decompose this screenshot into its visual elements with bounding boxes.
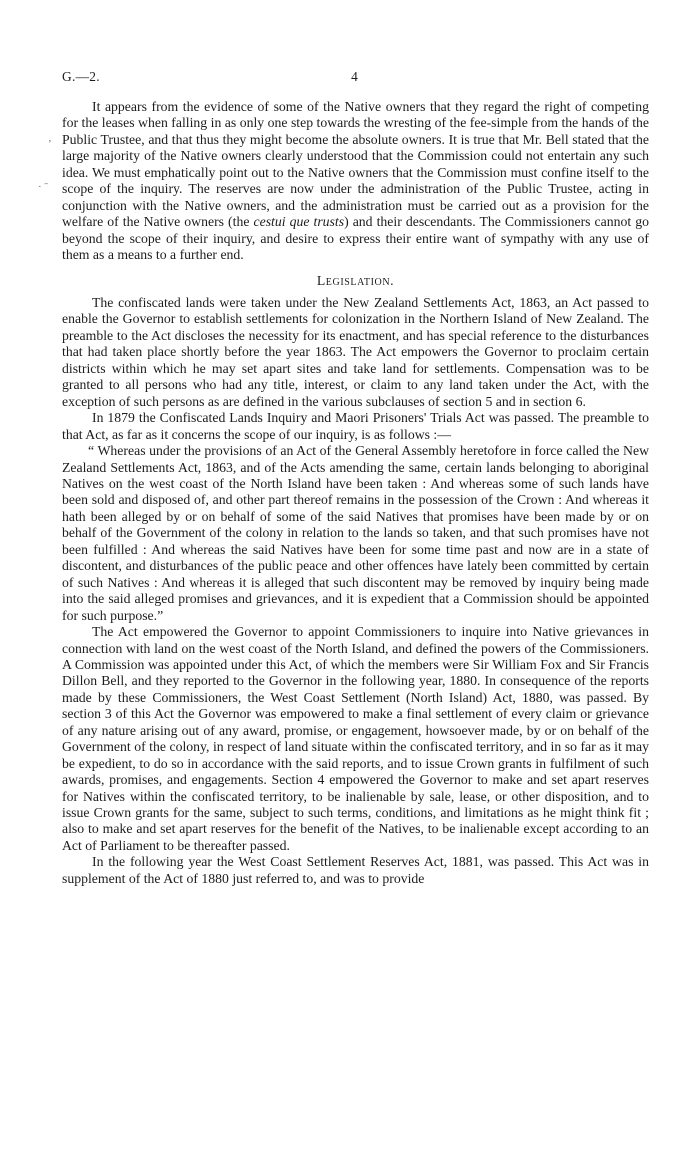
paragraph-text: ) and their descendants. The Commissioners cannot go beyond the scope of their inquiry, and desire to express their entire want of sympathy with any use of them as a means to a further end.	[62, 214, 649, 263]
running-header	[62, 69, 647, 87]
section-heading: Legislation.	[316, 272, 395, 288]
margin-mark: · ˉ	[38, 181, 49, 193]
paragraph-1881-act: In the following year the West Coast Settlement Reserves Act, 1881, was passed. This Act was in supplement of the Act of 1880 just referred to, and was to provide	[62, 854, 649, 886]
paragraph-1879-act: In 1879 the Confiscated Lands Inquiry and Maori Prisoners' Trials Act was passed. The preamble to that Act, as far as it concerns the scope of our inquiry, is as follows :—	[62, 410, 649, 442]
paragraph-confiscated-lands: The confiscated lands were taken under the New Zealand Settlements Act, 1863, an Act passed to enable the Governor to establish settlements for colonization in the Northern Island of New Zealand. The preamble to the Act discloses the necessity for its enactment, and has special reference to the disturbances that had taken place shortly before the year 1863. The Act empowers the Governor to proclaim certain districts within which he may set apart sites and take land for settlements. Compensation was to be granted to all persons who had any title, interest, or claim to any land taken under the Act, with the exception of such persons as are defined in the various subclauses of section 5 and in section 6.	[62, 294, 649, 409]
paragraph-preamble-quote: “ Whereas under the provisions of an Act of the General Assembly heretofore in force called the New Zealand Settlements Act, 1863, and of the Acts amending the same, certain lands belonging to aboriginal Natives on the west coast of the North Island have been taken : And whereas some of such lands have been sold and disposed of, and other part thereof remains in the possession of the Crown : And whereas it hath been alleged by or on behalf of some of the said Natives that promises have been made by or on behalf of the Government of the colony in relation to the lands so taken, and that such promises have not been fulfilled : And whereas the said Natives have been for some time past and now are in a state of discontent, and disturbances of the public peace and other offences have lately been committed by certain of such Natives : And whereas it is alleged that such discontent may be removed by inquiry being made into the said alleged promises and grievances, and it is expedient that a Commission should be appointed for such purpose.”	[62, 443, 649, 623]
page-number: 4	[351, 69, 358, 84]
margin-mark: ‚	[48, 132, 52, 144]
paragraph-text: It appears from the evidence of some of the Native owners that they regard the right of competing for the leases when falling in as only one step towards the wresting of the fee-simple from the hands of the Public Trustee, and that thus they might become the absolute owners. It is true that Mr. Bell stated that the large majority of the Native owners clearly understood that the Commission could not entertain any such idea. We must emphatically point out to the Native owners that the Commission must confine itself to the scope of the inquiry. The reserves are now under the administration of the Public Trustee, acting in conjunction with the Native owners, and the administration must be carried out as a provision for the welfare of the Native owners (the	[62, 99, 649, 230]
document-reference: G.—2.	[62, 69, 100, 84]
italic-term: cestui que trusts	[253, 214, 345, 230]
body-text	[62, 99, 649, 887]
paragraph-commissioners: The Act empowered the Governor to appoint Commissioners to inquire into Native grievances in connection with land on the west coast of the North Island, and defined the powers of the Commissioners. A Commission was appointed under this Act, of which the members were Sir William Fox and Sir Francis Dillon Bell, and they reported to the Governor in the following year, 1880. In consequence of the reports made by these Commissioners, the West Coast Settlement (North Island) Act, 1880, was passed. By section 3 of this Act the Governor was empowered to make a final settlement of every claim or grievance of any nature arising out of any award, promise, or engagement, howsoever made, by or on behalf of the Government of the colony, in respect of land situate within the confiscated territory, and in so far as it may be expedient, to do so in accordance with the said reports, and to issue Crown grants in fulfilment of such awards, promises, and engagements. Section 4 empowered the Governor to make and set apart reserves for Natives within the confiscated territory, to be inalienable by sale, lease, or other disposition, and to issue Crown grants for the same, subject to such terms, conditions, and limitations as he might think fit ; also to make and set apart reserves for the benefit of the Natives, to be inalienable except according to an Act of Parliament to be thereafter passed.	[62, 624, 649, 853]
paragraph-native-owners	[62, 99, 649, 264]
